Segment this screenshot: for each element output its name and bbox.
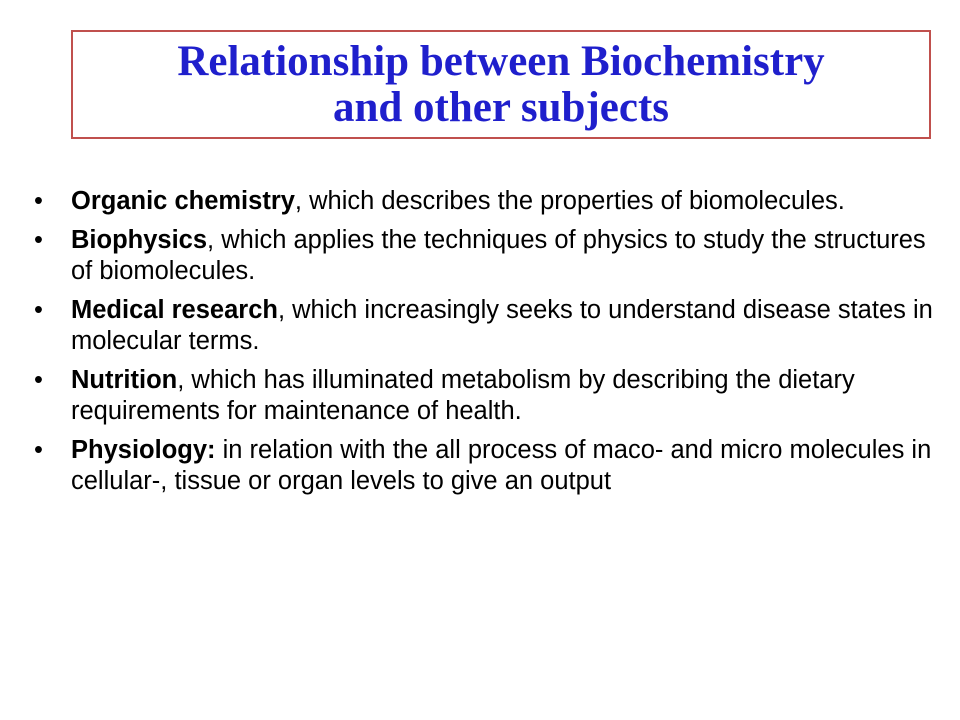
bullet-text: , which has illuminated metabolism by describing the dietary requirements for maintenance of health. [71, 366, 855, 425]
bullet-list [34, 186, 939, 505]
bullet-dot-icon: • [34, 296, 43, 324]
bullet-item-nutrition [34, 365, 939, 427]
bullet-term: Physiology: [71, 436, 216, 464]
bullet-item-biophysics [34, 225, 939, 287]
bullet-term: Organic chemistry [71, 187, 295, 215]
bullet-text: , which applies the techniques of physics to study the structures of biomolecules. [71, 226, 926, 285]
bullet-dot-icon: • [34, 187, 43, 215]
bullet-item-organic-chemistry [34, 186, 939, 217]
bullet-dot-icon: • [34, 436, 43, 464]
bullet-item-physiology [34, 435, 939, 497]
bullet-term: Nutrition [71, 366, 178, 394]
bullet-term: Biophysics [71, 226, 208, 254]
bullet-text: in relation with the all process of maco- and micro molecules in cellular-, tissue or organ levels to give an output [71, 436, 932, 495]
slide-title-line-2: and other subjects [332, 83, 670, 131]
bullet-text: , which increasingly seeks to understand disease states in molecular terms. [71, 296, 933, 355]
bullet-item-medical-research [34, 295, 939, 357]
slide-title-line-1: Relationship between Biochemistry [177, 37, 825, 85]
title-box [71, 30, 931, 139]
bullet-dot-icon: • [34, 226, 43, 254]
bullet-term: Medical research [71, 296, 278, 324]
bullet-text: , which describes the properties of biomolecules. [294, 187, 845, 215]
bullet-dot-icon: • [34, 366, 43, 394]
